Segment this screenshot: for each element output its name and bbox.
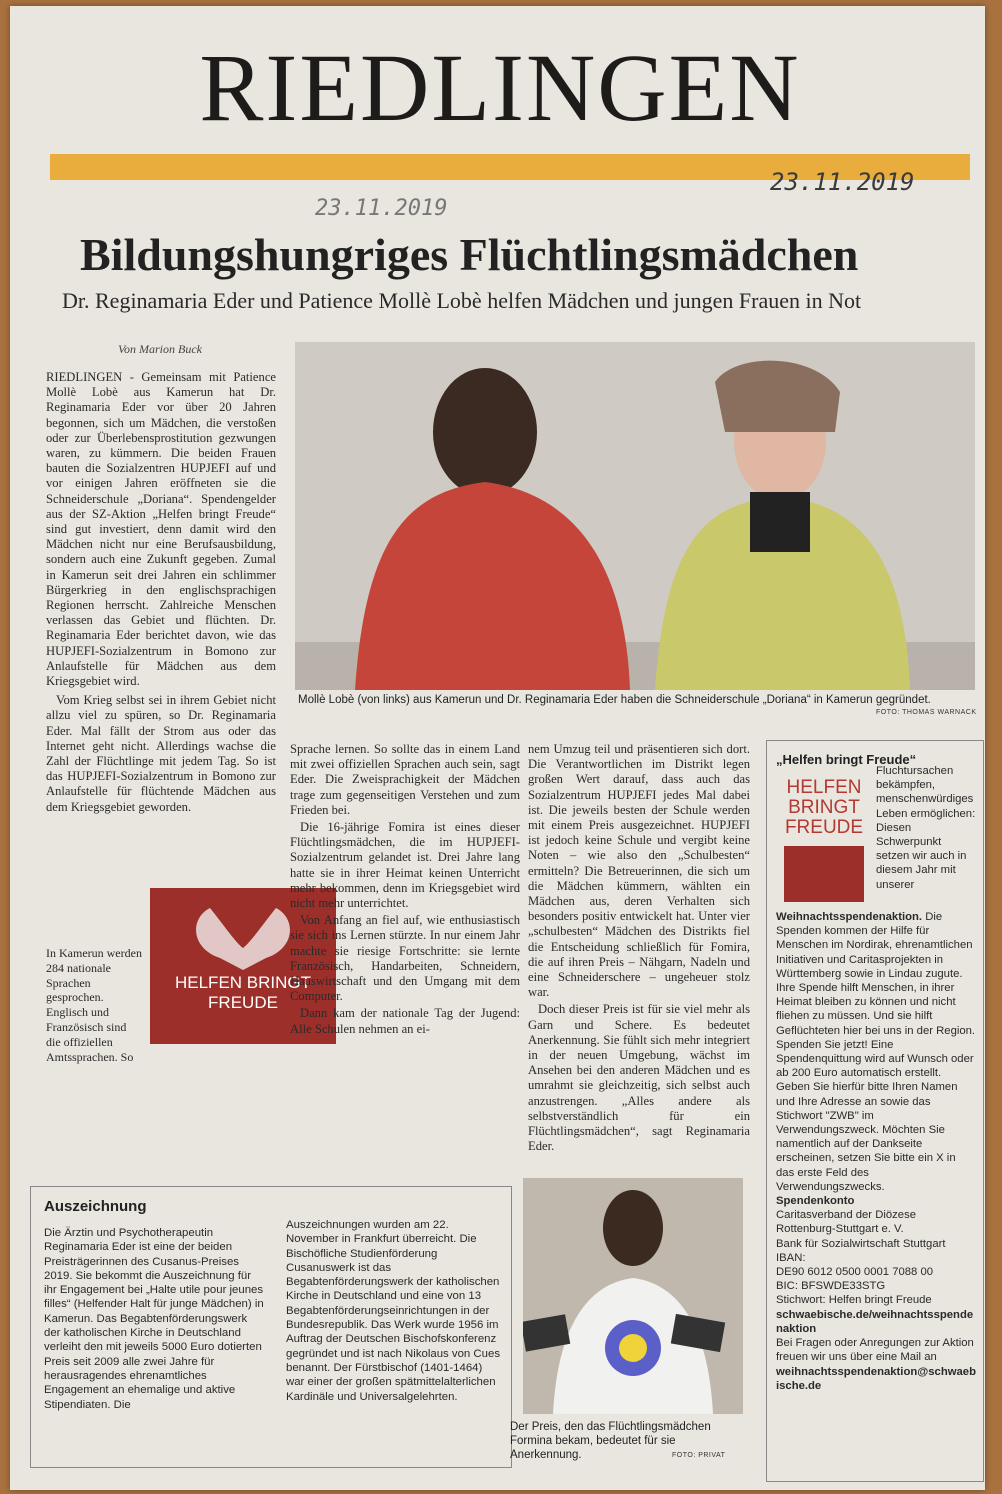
stichwort: Stichwort: Helfen bringt Freude	[776, 1294, 932, 1307]
paragraph: Dann kam der nationale Tag der Jugend: Alle Schulen nehmen an ei-	[290, 1006, 520, 1036]
article-column-1-wrap	[46, 946, 142, 1066]
sidebar-text: Die Spenden kommen der Hilfe für Menschen im Nordirak, ehrenamtlichen Initiativen und Caritasprojekten in Württemberg sowie in Lindau zugute. Ihre Spende hilft Menschen, in ihrer Heimat bleiben zu können und nicht fliehen zu müssen. Und sie hilft Geflüchteten hier bei uns in der Region.	[776, 911, 976, 1037]
sidebar-title: „Helfen bringt Freude“	[776, 752, 917, 767]
photo-credit: FOTO: THOMAS WARNACK	[876, 709, 977, 716]
konto-label: Spendenkonto	[776, 1195, 855, 1208]
paragraph: Doch dieser Preis ist für sie viel mehr als Garn und Schere. Es bedeutet Anerkennung. Sie fühlt sich mehr integriert in der neuen Umgebung, wächst im Ansehen bei den anderen Mädchen und es umrahmt sie gleichzeitig, sich selbst auch anzustrengen. „Alles andere als selbstverständlich für ein Flüchtlingsmädchen“, sagt Reginamaria Eder.	[528, 1002, 750, 1154]
photo-caption: Mollè Lobè (von links) aus Kamerun und Dr. Reginamaria Eder haben die Schneiderschule „Doriana“ in Kamerun gegründet.	[298, 694, 931, 706]
article-column-1	[46, 370, 276, 815]
logo-small-text: FREUDE	[784, 817, 864, 838]
author-byline: Von Marion Buck	[118, 342, 202, 356]
article-column-2	[290, 742, 520, 1037]
konto-line: Caritasverband der Diözese Rottenburg-Stuttgart e. V.	[776, 1209, 917, 1236]
girl-photo	[523, 1178, 743, 1414]
article-column-3	[528, 742, 750, 1154]
logo-text: FREUDE	[208, 993, 278, 1012]
portrait-photo	[295, 342, 975, 690]
photo-credit-2: FOTO: PRIVAT	[672, 1452, 726, 1459]
paragraph: In Kamerun werden 284 nationale Sprachen gesprochen. Englisch und Französisch sind die offiziellen Amtssprachen. So	[46, 946, 142, 1064]
sidebar-intro: Fluchtursachen bekämpfen, menschenwürdiges Leben ermöglichen: Diesen Schwerpunkt setzen wir auch in diesem Jahr mit unserer	[876, 765, 976, 891]
sidebar-email[interactable]: weihnachtsspendenaktion@schwaebische.de	[776, 1365, 976, 1392]
paragraph: Vom Krieg selbst sei in ihrem Gebiet nicht allzu viel zu spüren, so Dr. Reginamaria Eder. Mal fällt der Strom aus oder das Internet geht nicht. Allerdings wachse die Zahl der Flüchtlinge mit jedem Tag. So ist das HUPJEFI-Sozialzentrum in Bomono zur Anlaufstelle für flüchtende Mädchen aus dem Kriegsgebiet geworden.	[46, 693, 276, 814]
girl-with-prize-photo	[523, 1178, 743, 1414]
bic: BIC: BFSWDE33STG	[776, 1280, 886, 1293]
handwritten-date: 23.11.2019	[770, 168, 915, 196]
auszeichnung-col-2: Auszeichnungen wurden am 22. November in Frankfurt überreicht. Die Bischöfliche Studienförderung Cusanuswerk ist das Begabtenförderungswerk der katholischen Kirche in Deutschland und eine von 13 Begabtenförderungseinrichtungen in der Bundesrepublik. Das Werk wurde 1956 im Auftrag der Deutschen Bischofskonferenz gegründet und ist nach Nikolaus von Cues benannt. Der Fürstbischof (1401-1464) war einer der großen spätmittelalterlichen Kardinäle und Universalgelehrten.	[286, 1219, 501, 1403]
logo-small-text: HELFEN	[786, 777, 862, 798]
subheadline: Dr. Reginamaria Eder und Patience Mollè Lobè helfen Mädchen und jungen Frauen in Not	[62, 288, 862, 313]
handwritten-date-faint: 23.11.2019	[315, 196, 448, 221]
sidebar-body	[776, 910, 976, 1393]
auszeichnung-title: Auszeichnung	[44, 1198, 147, 1215]
paragraph: Sprache lernen. So sollte das in einem Land mit zwei offiziellen Sprachen auch sein, sagt Eder. Die Zweisprachigkeit der Mädchen trage zum gegenseitigen Verstehen und zum Frieden bei.	[290, 742, 520, 817]
photo-caption-2: Der Preis, den das Flüchtlingsmädchen Formina bekam, bedeutet für sie Anerkennung.	[510, 1421, 711, 1461]
paragraph: Die 16-jährige Fomira ist eines dieser Flüchtlingsmädchen, die im HUPJEFI-Sozialzentrum gelandet ist. Drei Jahre lang hatte sie in ihrer Heimat keinen Unterricht mehr bekommen, denn im Kriegsgebiet wird nicht mehr unterrichtet.	[290, 820, 520, 911]
logo-small-text: BRINGT	[788, 797, 860, 818]
helfen-bringt-freude-small-logo	[780, 776, 868, 906]
sidebar-text-2: Spenden Sie jetzt! Eine Spendenquittung wird auf Wunsch oder ab 200 Euro automatisch erstellt. Geben Sie hierfür bitte Ihren Namen und Ihre Adresse an sowie das Stichwort "ZWB" im Verwendungszweck. Möchten Sie namentlich auf der Dankseite erscheinen, setzen Sie bitte ein X in das erste Feld des Verwendungszwecks.	[776, 1038, 974, 1193]
two-women-photo	[295, 342, 975, 690]
sidebar-url[interactable]: schwaebische.de/weihnachtsspendenaktion	[776, 1308, 974, 1335]
logo-text: HELFEN BRINGT	[174, 973, 312, 992]
hands-icon	[784, 846, 864, 902]
paragraph: nem Umzug teil und präsentieren sich dort. Die Verantwortlichen im Distrikt legen großen Wert darauf, dass auch das Sozialzentrum HUPJEFI jedes Mal dabei ist. Die jeweils besten der Schule werden mit einem Preis ausgezeichnet. HUPJEFI ist jedoch keine Schule und vergibt keine Noten – wie also den „Schulbesten“ ermitteln? Die Betreuerinnen, die sich um die Mädchen kümmern, wählten ein Mädchen aus, deren Verhalten sich besonders positiv entwickelt hat. Unter vier „schulbesten“ Mädchen des Distrikts fiel die Entscheidung schließlich für Fomira, die auf ihren Preis – Nähgarn, Nadeln und eine Schneiderschere – ungeheuer stolz war.	[528, 742, 750, 1000]
iban: DE90 6012 0500 0001 7088 00	[776, 1266, 934, 1279]
sidebar-contact: Bei Fragen oder Anregungen zur Aktion freuen wir uns über eine Mail an	[776, 1337, 974, 1364]
konto-line: Bank für Sozialwirtschaft Stuttgart	[776, 1237, 946, 1250]
iban-label: IBAN:	[776, 1251, 806, 1264]
paragraph: RIEDLINGEN - Gemeinsam mit Patience Mollè Lobè aus Kamerun hat Dr. Reginamaria Eder vor über 20 Jahren begonnen, sich um Mädchen, die verstoßen oder zur Überlebensprostitution gezwungen waren, zu kümmern. Die beiden Frauen bauten die Sozialzentren HUPJEFI auf und vor einigen Jahren eröffneten sie die Schneiderschule „Doriana“. Spendengelder aus der SZ-Aktion „Helfen bringt Freude“ sind gut investiert, denn damit wird den Mädchen nicht nur eine Berufsausbildung, sondern auch eine Zukunft gegeben. Zumal in Kamerun seit drei Jahren ein schlimmer Bürgerkrieg in den englischsprachigen Regionen herrscht. Zahlreiche Menschen verlassen das Gebiet und flüchten. Dr. Reginamaria Eder berichtet davon, wie das HUPJEFI-Sozialzentrum in Bomono zur Anlaufstelle für Mädchen aus dem Kriegsgebiet wird.	[46, 370, 276, 689]
auszeichnung-col-1: Die Ärztin und Psychotherapeutin Reginamaria Eder ist eine der beiden Preisträgerinnen des Cusanus-Preises 2019. Sie bekommt die Auszeichnung für ihr Engagement bei „Halte utile pour jeunes filles“ (Helfender Halt für junge Mädchen) in Kamerun. Das Begabtenförderungswerk der katholischen Kirche in Deutschland verleiht den mit jeweils 5000 Euro dotierten Preis seit 2009 alle zwei Jahre für herausragendes ehrenamtliches Engagement an ehemalige und aktive Stipendiaten. Die	[44, 1227, 264, 1411]
masthead: RIEDLINGEN	[199, 34, 801, 141]
paragraph: Von Anfang an fiel auf, wie enthusiastisch sie sich ins Lernen stürzte. In nur einem Jahr machte sie riesige Fortschritte: sie lernte Französisch, Handarbeiten, Schneidern, Hauswirtschaft und den Umgang mit dem Computer.	[290, 913, 520, 1004]
headline: Bildungshungriges Flüchtlingsmädchen	[80, 229, 859, 280]
sidebar-bold: Weihnachtsspendenaktion.	[776, 911, 923, 923]
